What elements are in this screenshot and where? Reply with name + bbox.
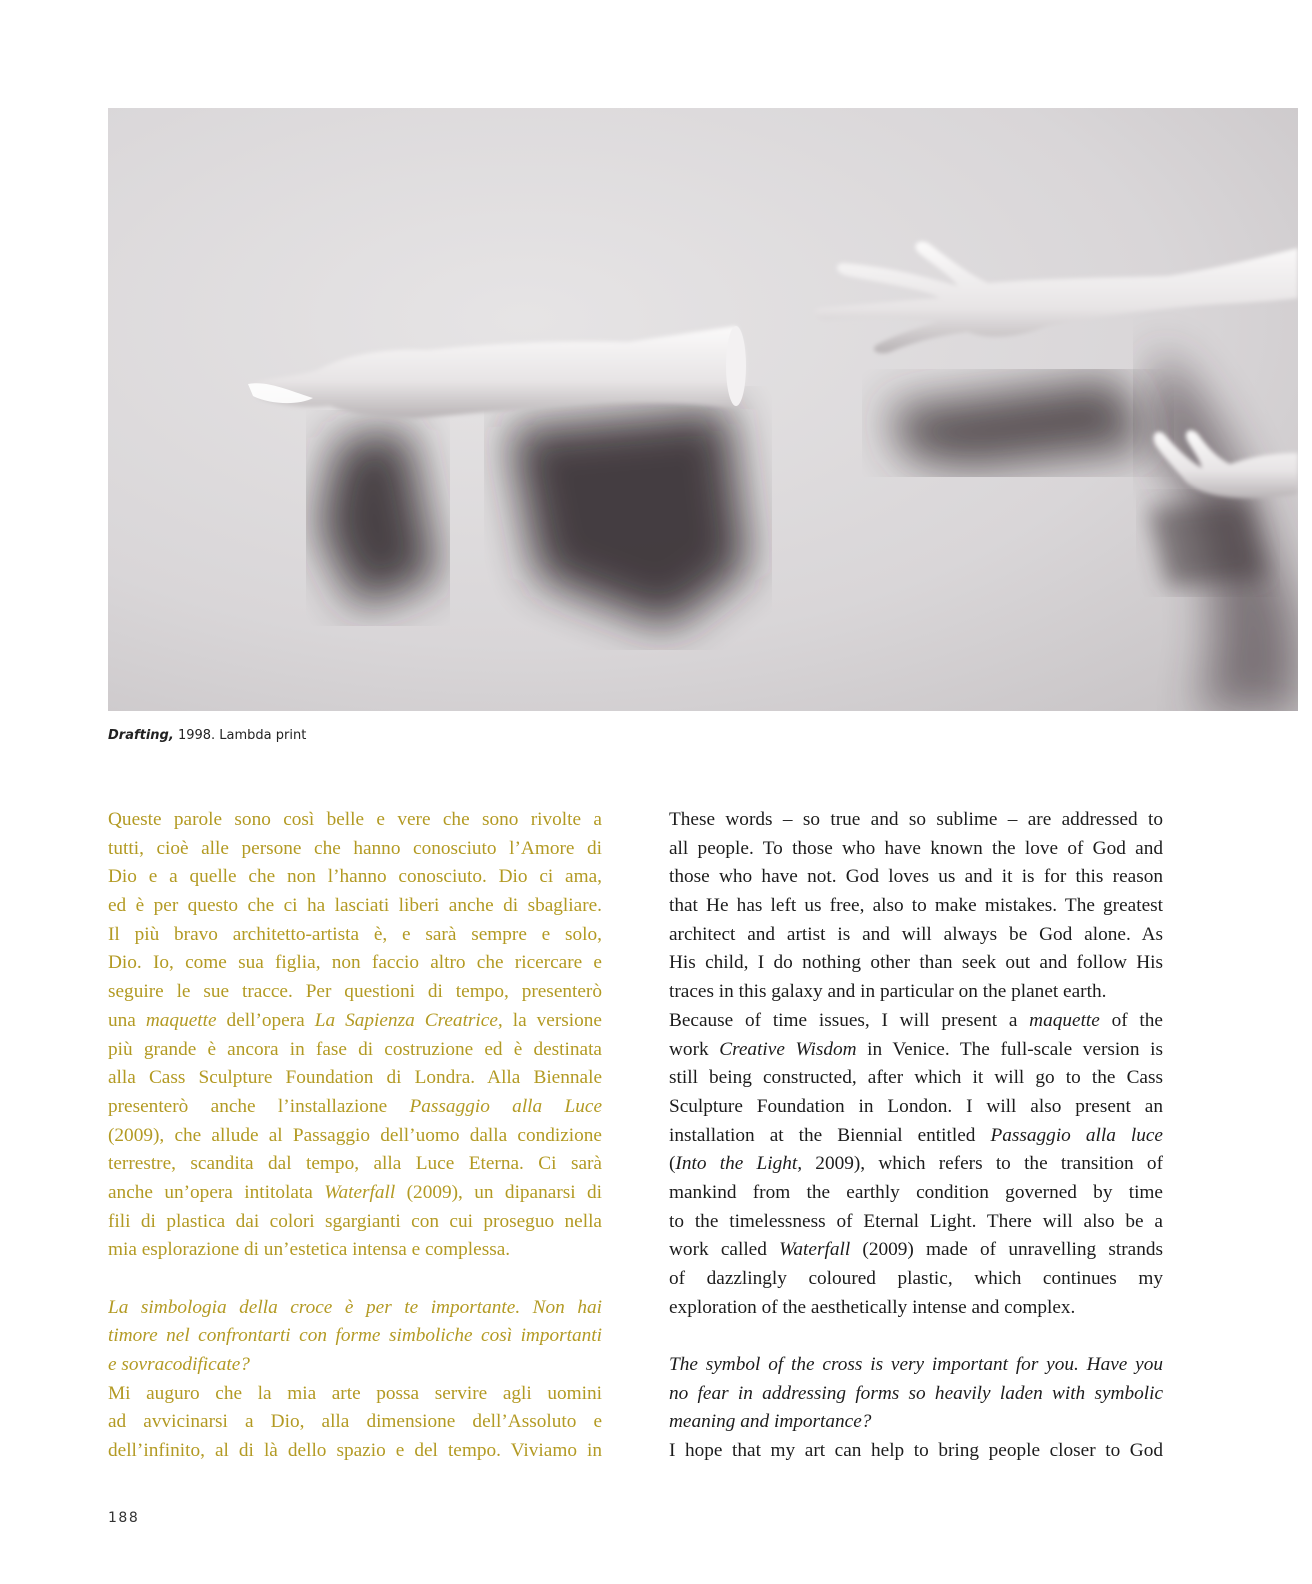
- text-line: La simbologia della croce è per te importante. Non hai: [108, 1296, 602, 1318]
- text-line: Because of time issues, I will present a maquette of the: [669, 1009, 1163, 1031]
- caption-details: 1998. Lambda print: [173, 728, 307, 743]
- italian-paragraph-2: [108, 1380, 602, 1466]
- page-number: 188: [108, 1510, 140, 1526]
- text-line: I hope that my art can help to bring people closer to God: [669, 1440, 1163, 1462]
- text-line: più grande è ancora in fase di costruzione ed è destinata: [108, 1038, 602, 1060]
- text-line: dell’infinito, al di là dello spazio e del tempo. Viviamo in: [108, 1440, 602, 1462]
- text-line: alla Cass Sculpture Foundation di Londra. Alla Biennale: [108, 1067, 602, 1089]
- text-line: ed è per questo che ci ha lasciati liberi anche di sbagliare.: [108, 895, 602, 917]
- text-line: tutti, cioè alle persone che hanno conosciuto l’Amore di: [108, 837, 602, 859]
- italian-question: [108, 1294, 602, 1380]
- text-line: (2009), che allude al Passaggio dell’uomo dalla condizione: [108, 1124, 602, 1146]
- text-line: una maquette dell’opera La Sapienza Creatrice, la versione: [108, 1009, 602, 1031]
- text-line: presenterò anche l’installazione Passaggio alla Luce: [108, 1095, 602, 1117]
- text-line: of dazzlingly coloured plastic, which continues my: [669, 1268, 1163, 1289]
- text-line: exploration of the aesthetically intense and complex.: [669, 1296, 1076, 1318]
- text-line: work Creative Wisdom in Venice. The full-scale version is: [669, 1038, 1163, 1060]
- text-line: installation at the Biennial entitled Passaggio alla luce: [669, 1124, 1163, 1146]
- text-line: Dio e a quelle che non l’hanno conosciuto. Dio ci ama,: [108, 866, 602, 888]
- text-line: Sculpture Foundation in London. I will also present an: [669, 1095, 1163, 1117]
- text-line: all people. To those who have known the love of God and: [669, 837, 1163, 859]
- english-question: [669, 1351, 1163, 1437]
- english-column: [669, 806, 1163, 1466]
- text-line: His child, I do nothing other than seek out and follow His: [669, 952, 1163, 974]
- text-line: no fear in addressing forms so heavily laden with symbolic: [669, 1382, 1163, 1404]
- text-line: those who have not. God loves us and it is for this reason: [669, 866, 1163, 888]
- artwork-photo: [108, 108, 1298, 711]
- italian-column: [108, 806, 602, 1466]
- text-line: work called Waterfall (2009) made of unravelling strands: [669, 1239, 1163, 1261]
- english-paragraph-2: [669, 1437, 1163, 1466]
- text-line: still being constructed, after which it will go to the Cass: [669, 1067, 1163, 1089]
- text-line: terrestre, scandita dal tempo, alla Luce Eterna. Ci sarà: [108, 1153, 602, 1175]
- text-line: mankind from the earthly condition governed by time: [669, 1181, 1163, 1203]
- text-line: meaning and importance?: [669, 1411, 872, 1433]
- photo-caption: [108, 728, 306, 743]
- text-line: (Into the Light, 2009), which refers to the transition of: [669, 1153, 1163, 1175]
- text-line: seguire le sue tracce. Per questioni di tempo, presenterò: [108, 981, 602, 1003]
- text-line: ad avvicinarsi a Dio, alla dimensione dell’Assoluto e: [108, 1411, 602, 1433]
- text-line: Mi auguro che la mia arte possa servire agli uomini: [108, 1382, 602, 1404]
- text-line: The symbol of the cross is very important for you. Have you: [669, 1354, 1163, 1376]
- text-line: Dio. Io, come sua figlia, non faccio altro che ricercare e: [108, 952, 602, 974]
- text-line: mia esplorazione di un’estetica intensa e complessa.: [108, 1239, 511, 1261]
- italian-paragraph-1: [108, 806, 602, 1265]
- text-line: Il più bravo architetto-artista è, e sarà sempre e solo,: [108, 923, 602, 945]
- text-line: These words – so true and so sublime – are addressed to: [669, 809, 1163, 830]
- text-line: anche un’opera intitolata Waterfall (2009), un dipanarsi di: [108, 1181, 602, 1203]
- text-line: Queste parole sono così belle e vere che sono rivolte a: [108, 809, 602, 830]
- text-line: timore nel confrontarti con forme simboliche così importanti: [108, 1325, 602, 1347]
- text-line: to the timelessness of Eternal Light. There will also be a: [669, 1210, 1163, 1232]
- text-line: traces in this galaxy and in particular on the planet earth.: [669, 981, 1107, 1003]
- text-line: fili di plastica dai colori sgargianti con cui proseguo nella: [108, 1210, 602, 1232]
- caption-title: Drafting,: [108, 728, 174, 743]
- text-line: e sovracodificate?: [108, 1354, 250, 1376]
- english-paragraph-1: [669, 806, 1163, 1322]
- text-line: architect and artist is and will always be God alone. As: [669, 923, 1163, 945]
- text-line: that He has left us free, also to make mistakes. The greatest: [669, 895, 1163, 917]
